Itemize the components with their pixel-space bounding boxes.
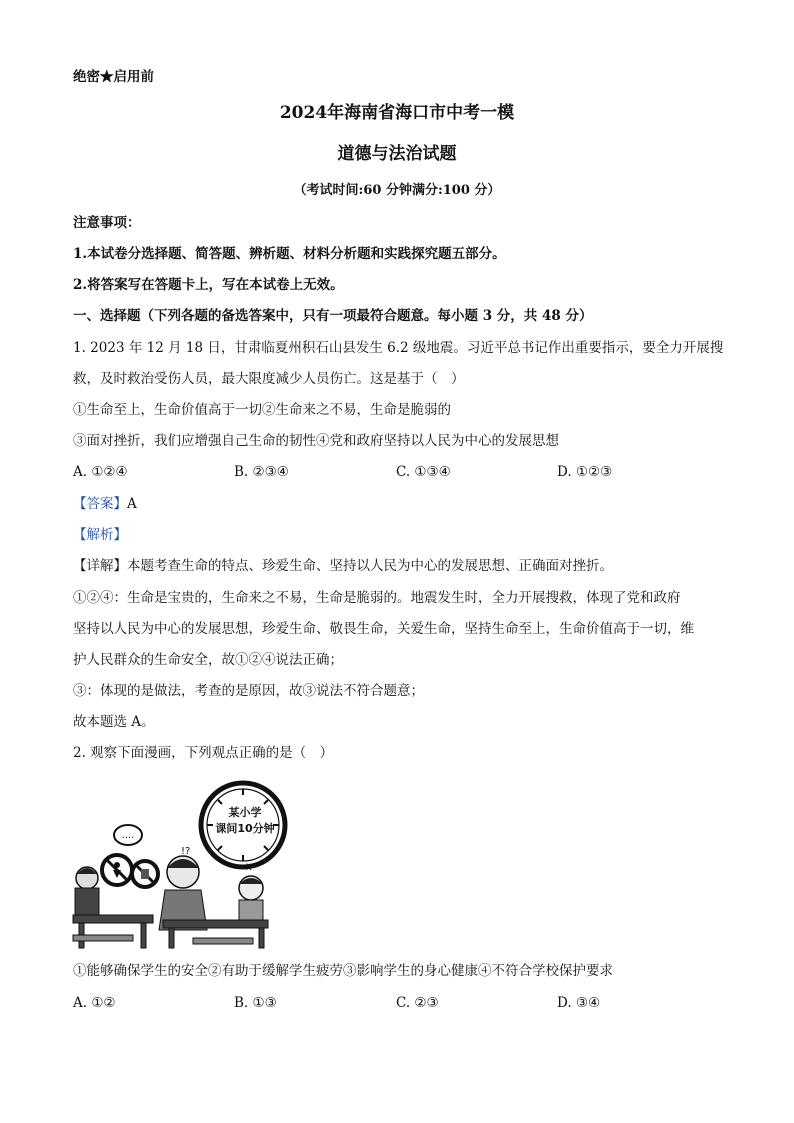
explanation-line-3: 护人民群众的生命安全，故①②④说法正确； xyxy=(73,652,343,668)
cartoon-image xyxy=(73,770,275,950)
exam-subject: 道德与法治试题 xyxy=(337,144,457,164)
q2-option-a: A. ①② xyxy=(73,995,116,1011)
svg-text:....: .... xyxy=(121,830,135,841)
q1-option-c: C. ①③④ xyxy=(396,464,451,480)
q2-stem: 2. 观察下面漫画，下列观点正确的是（ ） xyxy=(73,745,334,761)
no-running-sign-icon xyxy=(102,855,132,885)
exam-info: （考试时间:60 分钟满分:100 分） xyxy=(293,183,501,198)
q1-statement-line-1: ①生命至上，生命价值高于一切②生命来之不易，生命是脆弱的 xyxy=(73,402,451,418)
detail-tag: 【详解】 xyxy=(73,558,127,574)
clock-label-2: 课间10分钟 xyxy=(215,822,275,835)
explanation-line-4: ③：体现的是做法，考查的是原因，故③说法不符合题意； xyxy=(73,683,424,699)
notice-item-1: 1.本试卷分选择题、简答题、辨析题、材料分析题和实践探究题五部分。 xyxy=(73,246,506,262)
detail-row xyxy=(73,557,613,575)
student-left-icon xyxy=(75,867,99,916)
student-center-icon xyxy=(159,846,207,930)
q2-option-b: B. ①③ xyxy=(234,995,277,1011)
explanation-line-2: 坚持以人民为中心的发展思想，珍爱生命、敬畏生命，关爱生命，坚持生命至上，生命价值高于一切，维 xyxy=(73,621,694,637)
q1-option-a: A. ①②④ xyxy=(73,464,128,480)
secret-label: 绝密★启用前 xyxy=(73,69,154,85)
exam-title: 2024年海南省海口市中考一模 xyxy=(279,103,515,123)
q2-option-d: D. ③④ xyxy=(557,995,601,1011)
q2-option-c: C. ②③ xyxy=(396,995,439,1011)
notice-item-2: 2.将答案写在答题卡上，写在本试卷上无效。 xyxy=(73,277,344,293)
notice-heading: 注意事项： xyxy=(73,215,141,231)
no-sign-icon xyxy=(132,861,158,887)
svg-text:!?: !? xyxy=(181,846,191,857)
section-heading: 一、选择题（下列各题的备选答案中，只有一项最符合题意。每小题 3 分，共 48 分） xyxy=(73,308,593,324)
q1-answer-row xyxy=(73,495,137,513)
answer-value: A xyxy=(127,496,137,512)
analysis-tag: 【解析】 xyxy=(73,527,127,543)
clock-label-1: 某小学 xyxy=(228,806,262,819)
q1-stem-line-2: 救，及时救治受伤人员，最大限度减少人员伤亡。这是基于（ ） xyxy=(73,371,465,387)
desks-icon xyxy=(73,915,268,948)
svg-text:!!: !! xyxy=(245,863,253,873)
detail-text: 本题考查生命的特点、珍爱生命、坚持以人民为中心的发展思想、正确面对挫折。 xyxy=(127,558,613,574)
q1-statement-line-2: ③面对挫折，我们应增强自己生命的韧性④党和政府坚持以人民为中心的发展思想 xyxy=(73,433,559,449)
q1-option-b: B. ②③④ xyxy=(234,464,289,480)
q1-option-d: D. ①②③ xyxy=(557,464,613,480)
q1-stem-line-1: 1. 2023 年 12 月 18 日，甘肃临夏州积石山县发生 6.2 级地震。习近平总书记作出重要指示，要全力开展搜 xyxy=(73,340,724,356)
answer-tag: 【答案】 xyxy=(73,496,127,512)
conclusion: 故本题选 A。 xyxy=(73,714,155,730)
explanation-line-1: ①②④：生命是宝贵的，生命来之不易，生命是脆弱的。地震发生时，全力开展搜救，体现了党和政府 xyxy=(73,590,681,606)
q2-statement: ①能够确保学生的安全②有助于缓解学生疲劳③影响学生的身心健康④不符合学校保护要求 xyxy=(73,963,613,979)
student-right-icon xyxy=(239,863,263,922)
